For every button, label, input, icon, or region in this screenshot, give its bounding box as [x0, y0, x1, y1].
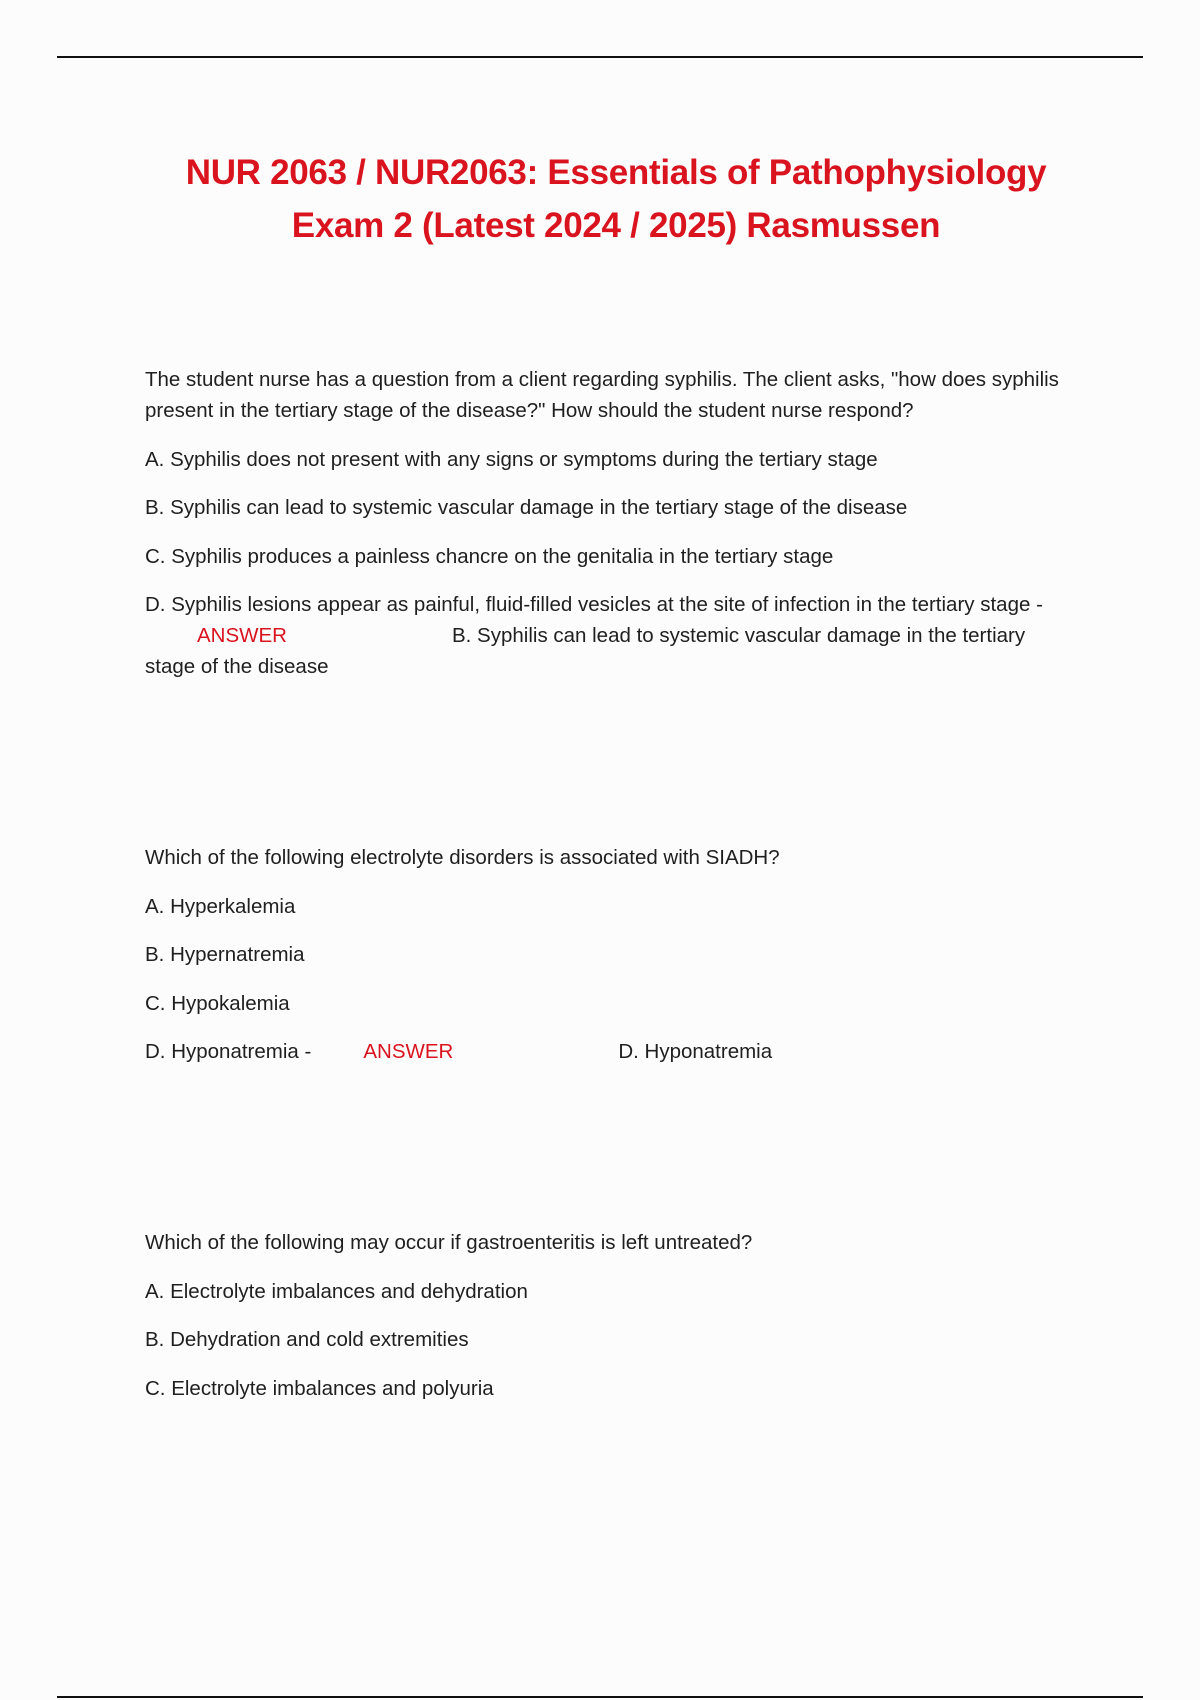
question-stem: The student nurse has a question from a client regarding syphilis. The client asks, "how does syphilis present in the tertiary stage of the disease?" How should the student nurse respond? — [145, 368, 1059, 422]
bottom-divider — [57, 1696, 1143, 1698]
option-c: C. Electrolyte imbalances and polyuria — [145, 1376, 494, 1400]
top-divider — [57, 56, 1143, 58]
title-line-2: Exam 2 (Latest 2024 / 2025) Rasmussen — [291, 206, 941, 245]
answer-text: B. Syphilis can lead to systemic vascular damage in the tertiary stage of the disease — [145, 624, 1026, 678]
option-d-with-answer — [145, 589, 1070, 682]
option-b: B. Dehydration and cold extremities — [145, 1328, 469, 1351]
option-c: C. Syphilis produces a painless chancre on the genitalia in the tertiary stage — [145, 544, 834, 568]
option-d-with-answer — [145, 1036, 1070, 1067]
option-a: A. Electrolyte imbalances and dehydration — [145, 1279, 528, 1303]
option-a: A. Hyperkalemia — [145, 894, 296, 918]
question-stem: Which of the following may occur if gastroenteritis is left untreated? — [145, 1231, 753, 1254]
option-d: D. Hyponatremia - — [145, 1040, 312, 1063]
option-b: B. Hypernatremia — [145, 943, 305, 966]
question-1 — [145, 364, 1070, 700]
answer-label: ANSWER — [197, 624, 287, 647]
option-a: A. Syphilis does not present with any signs or symptoms during the tertiary stage — [145, 447, 878, 471]
option-d: D. Syphilis lesions appear as painful, fluid-filled vesicles at the site of infection in the tertiary stage - — [145, 593, 1043, 616]
option-b: B. Syphilis can lead to systemic vascular damage in the tertiary stage of the disease — [145, 496, 908, 519]
title-line-1: NUR 2063 / NUR2063: Essentials of Pathophysiology — [185, 153, 1047, 192]
question-stem: Which of the following electrolyte disorders is associated with SIADH? — [145, 846, 780, 869]
question-2 — [145, 842, 1070, 1085]
answer-label: ANSWER — [363, 1040, 454, 1063]
option-c: C. Hypokalemia — [145, 991, 290, 1015]
page-title — [0, 146, 1200, 252]
answer-text: D. Hyponatremia — [618, 1040, 773, 1063]
question-3 — [145, 1227, 1070, 1421]
